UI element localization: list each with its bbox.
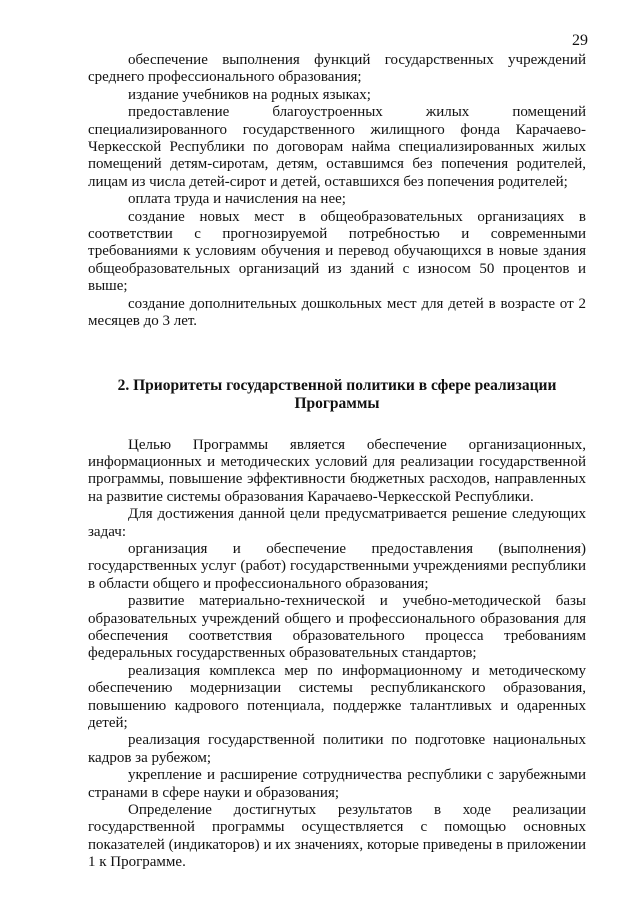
- list-item: обеспечение выполнения функций государственных учреждений среднего профессионального образования;: [88, 52, 586, 86]
- list-item: реализация государственной политики по подготовке национальных кадров за рубежом;: [88, 732, 586, 766]
- list-item: предоставление благоустроенных жилых помещений специализированного государственного жилищного фонда Карачаево-Черкесской Республики по договорам найма специализированных жилых помещений детям-сиротам, детям, оставшимся без попечения родителей, лицам из числа детей-сирот и детей, оставшихся без попечения родителей;: [88, 104, 586, 190]
- document-body: [88, 52, 586, 872]
- list-item: создание новых мест в общеобразовательных организациях в соответствии с прогнозируемой потребностью и современными требованиями к условиям обучения и перевод обучающихся в новые здания общеобразовательных организаций из зданий с износом 50 процентов и выше;: [88, 208, 586, 295]
- list-item: реализация комплекса мер по информационному и методическому обеспечению модернизации системы республиканского образования, повышению кадрового потенциала, поддержке талантливых и одаренных детей;: [88, 662, 586, 731]
- paragraph: Для достижения данной цели предусматривается решение следующих задач:: [88, 506, 586, 540]
- section-heading-line: Программы: [294, 394, 380, 412]
- paragraph: Целью Программы является обеспечение организационных, информационных и методических условий для реализации государственной программы, повышение эффективности бюджетных расходов, направленных на развитие системы образования Карачаево-Черкесской Республики.: [88, 436, 586, 505]
- list-item: укрепление и расширение сотрудничества республики с зарубежными странами в сфере науки и образования;: [88, 767, 586, 801]
- list-item: организация и обеспечение предоставления (выполнения) государственных услуг (работ) государственными учреждениями республики в области общего и профессионального образования;: [88, 540, 586, 592]
- list-item: развитие материально-технической и учебно-методической базы образовательных учреждений общего и профессионального образования для обеспечения соответствия образовательного процесса требованиям федеральных государственных образовательных стандартов;: [88, 593, 586, 662]
- page-number: 29: [572, 32, 588, 49]
- paragraph: Определение достигнутых результатов в ходе реализации государственной программы осуществляется с помощью основных показателей (индикаторов) и их значениях, которые приведены в приложении 1 к Программе.: [88, 802, 586, 871]
- list-item: оплата труда и начисления на нее;: [128, 191, 346, 208]
- list-item: создание дополнительных дошкольных мест для детей в возрасте от 2 месяцев до 3 лет.: [88, 295, 586, 330]
- section-heading-line: 2. Приоритеты государственной политики в сфере реализации: [117, 376, 557, 394]
- section-heading: [88, 377, 586, 413]
- list-item: издание учебников на родных языках;: [128, 86, 371, 103]
